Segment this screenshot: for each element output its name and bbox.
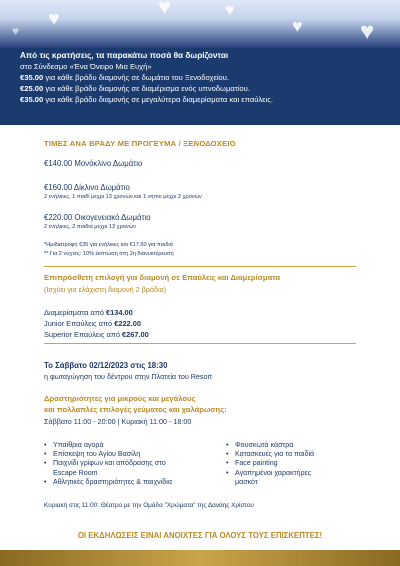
divider (44, 266, 356, 267)
heart-icon: ♥ (48, 8, 60, 30)
list-item: • Αγαπημένοι χαρακτήρες (226, 469, 314, 478)
activities-left-list (44, 441, 172, 487)
donation-banner (0, 48, 400, 125)
note-two-nights: ** Για 2 νύχτες: 10% έκπτωση στη 2η διανυκτέρευση (44, 251, 174, 257)
option-subtitle: (Ισχύει για ελάχιστη διαμονή 2 βράδια) (44, 285, 167, 294)
rate-single: €140.00 Μονόκλινο Δωμάτιο (44, 159, 143, 168)
price-apartments: Διαμερίσματα από €134.00 (44, 308, 133, 317)
option-title: Επιπρόσθετη επιλογή για διαμονή σε Επαύλεις και Διαμερίσματα (44, 273, 281, 282)
sunday-theatre: Κυριακή στις 11:00: Θέατρο με την Ομάδα "Χρώματα" της Δανάης Χρίστου (44, 502, 254, 509)
rate-double: €160.00 Δίκλινο Δωμάτιο (44, 183, 130, 192)
activities-title-2: και πολλαπλές επιλογές γεύματος και χαλάρωσης: (44, 405, 227, 414)
list-item: • Αθλητικές δραστηριότητες & παιχνίδια (44, 478, 172, 487)
banner-line-villas: €35.00 για κάθε βράδυ διαμονής σε μεγαλύτερα διαμερίσματα και επαύλεις. (20, 95, 274, 104)
footer-bar (0, 550, 400, 566)
list-item: • Κατασκευές για τα παιδιά (226, 450, 314, 459)
price-superior-villas: Superior Επαύλεις από €267.00 (44, 330, 149, 339)
banner-association: στο Σύνδεσμο «Ένα Όνειρο Μια Ευχή» (20, 62, 152, 71)
heart-icon: ♥ (158, 0, 172, 19)
rate-double-details: 2 ενήλικες, 1 παιδί μέχρι 13 χρονών και 1 νήπιο μέχρι 2 χρονών (44, 194, 202, 200)
divider (44, 343, 356, 344)
footer-note: ΟΙ ΕΚΔΗΛΩΣΕΙΣ ΕΙΝΑΙ ΑΝΟΙΧΤΕΣ ΓΙΑ ΟΛΟΥΣ ΤΟΥΣ ΕΠΙΣΚΕΠΤΕΣ! (77, 531, 323, 540)
list-item: • Παιχνίδι γρίφων και απόδρασης στο (44, 459, 172, 468)
list-item: Escape Room (53, 468, 98, 477)
banner-heading: Από τις κρατήσεις, τα παρακάτω ποσά θα δωρίζονται (20, 51, 229, 60)
list-item: μασκότ (235, 477, 258, 486)
list-item: • Υπαίθρια αγορά (44, 441, 172, 450)
activities-schedule: Σάββατο 11:00 - 20:00 | Κυριακή 11:00 - 18:00 (44, 417, 192, 426)
rate-family: €220.00 Οικογενειακό Δωμάτιο (44, 213, 151, 222)
activities-right-list (226, 441, 314, 487)
activities-title-1: Δραστηριότητες για μικρούς και μεγάλους (44, 394, 196, 403)
heart-icon: ♥ (292, 16, 303, 36)
rate-family-details: 2 ενήλικες, 2 παιδιά μέχρι 13 χρονών (44, 224, 136, 230)
price-junior-villas: Junior Επαύλεις από €222.00 (44, 319, 141, 328)
list-item: • Φουσκωτά κάστρα (226, 441, 314, 450)
banner-line-apartment: €25.00 για κάθε βράδυ διαμονής σε διαμέρισμα ενός υπνοδωματίου. (20, 84, 250, 93)
heart-icon: ♥ (360, 18, 375, 45)
list-item: • Επίσκεψη του Αγίου Βασίλη (44, 450, 172, 459)
banner-line-hotel: €35.00 για κάθε βράδυ διαμονής σε δωμάτιο του Ξενοδοχείου. (20, 73, 230, 82)
event-date: Το Σάββατο 02/12/2023 στις 18:30 (44, 361, 168, 370)
note-half-board: *Ημιδιατροφή €35 για ενήλικες και €17.50 για παιδιά (44, 242, 173, 248)
heart-icon: ♥ (12, 24, 20, 38)
event-description: η φωταγώγηση του δέντρου στην Πλατεία του Resort (44, 372, 212, 381)
rates-title: ΤΙΜΕΣ ΑΝΑ ΒΡΑΔΥ ΜΕ ΠΡΟΓΕΥΜΑ / ΞΕΝΟΔΟΧΕΙΟ (44, 139, 236, 148)
list-item: • Face painting (226, 459, 314, 468)
hero-image (0, 0, 400, 48)
heart-icon: ♥ (225, 2, 235, 19)
